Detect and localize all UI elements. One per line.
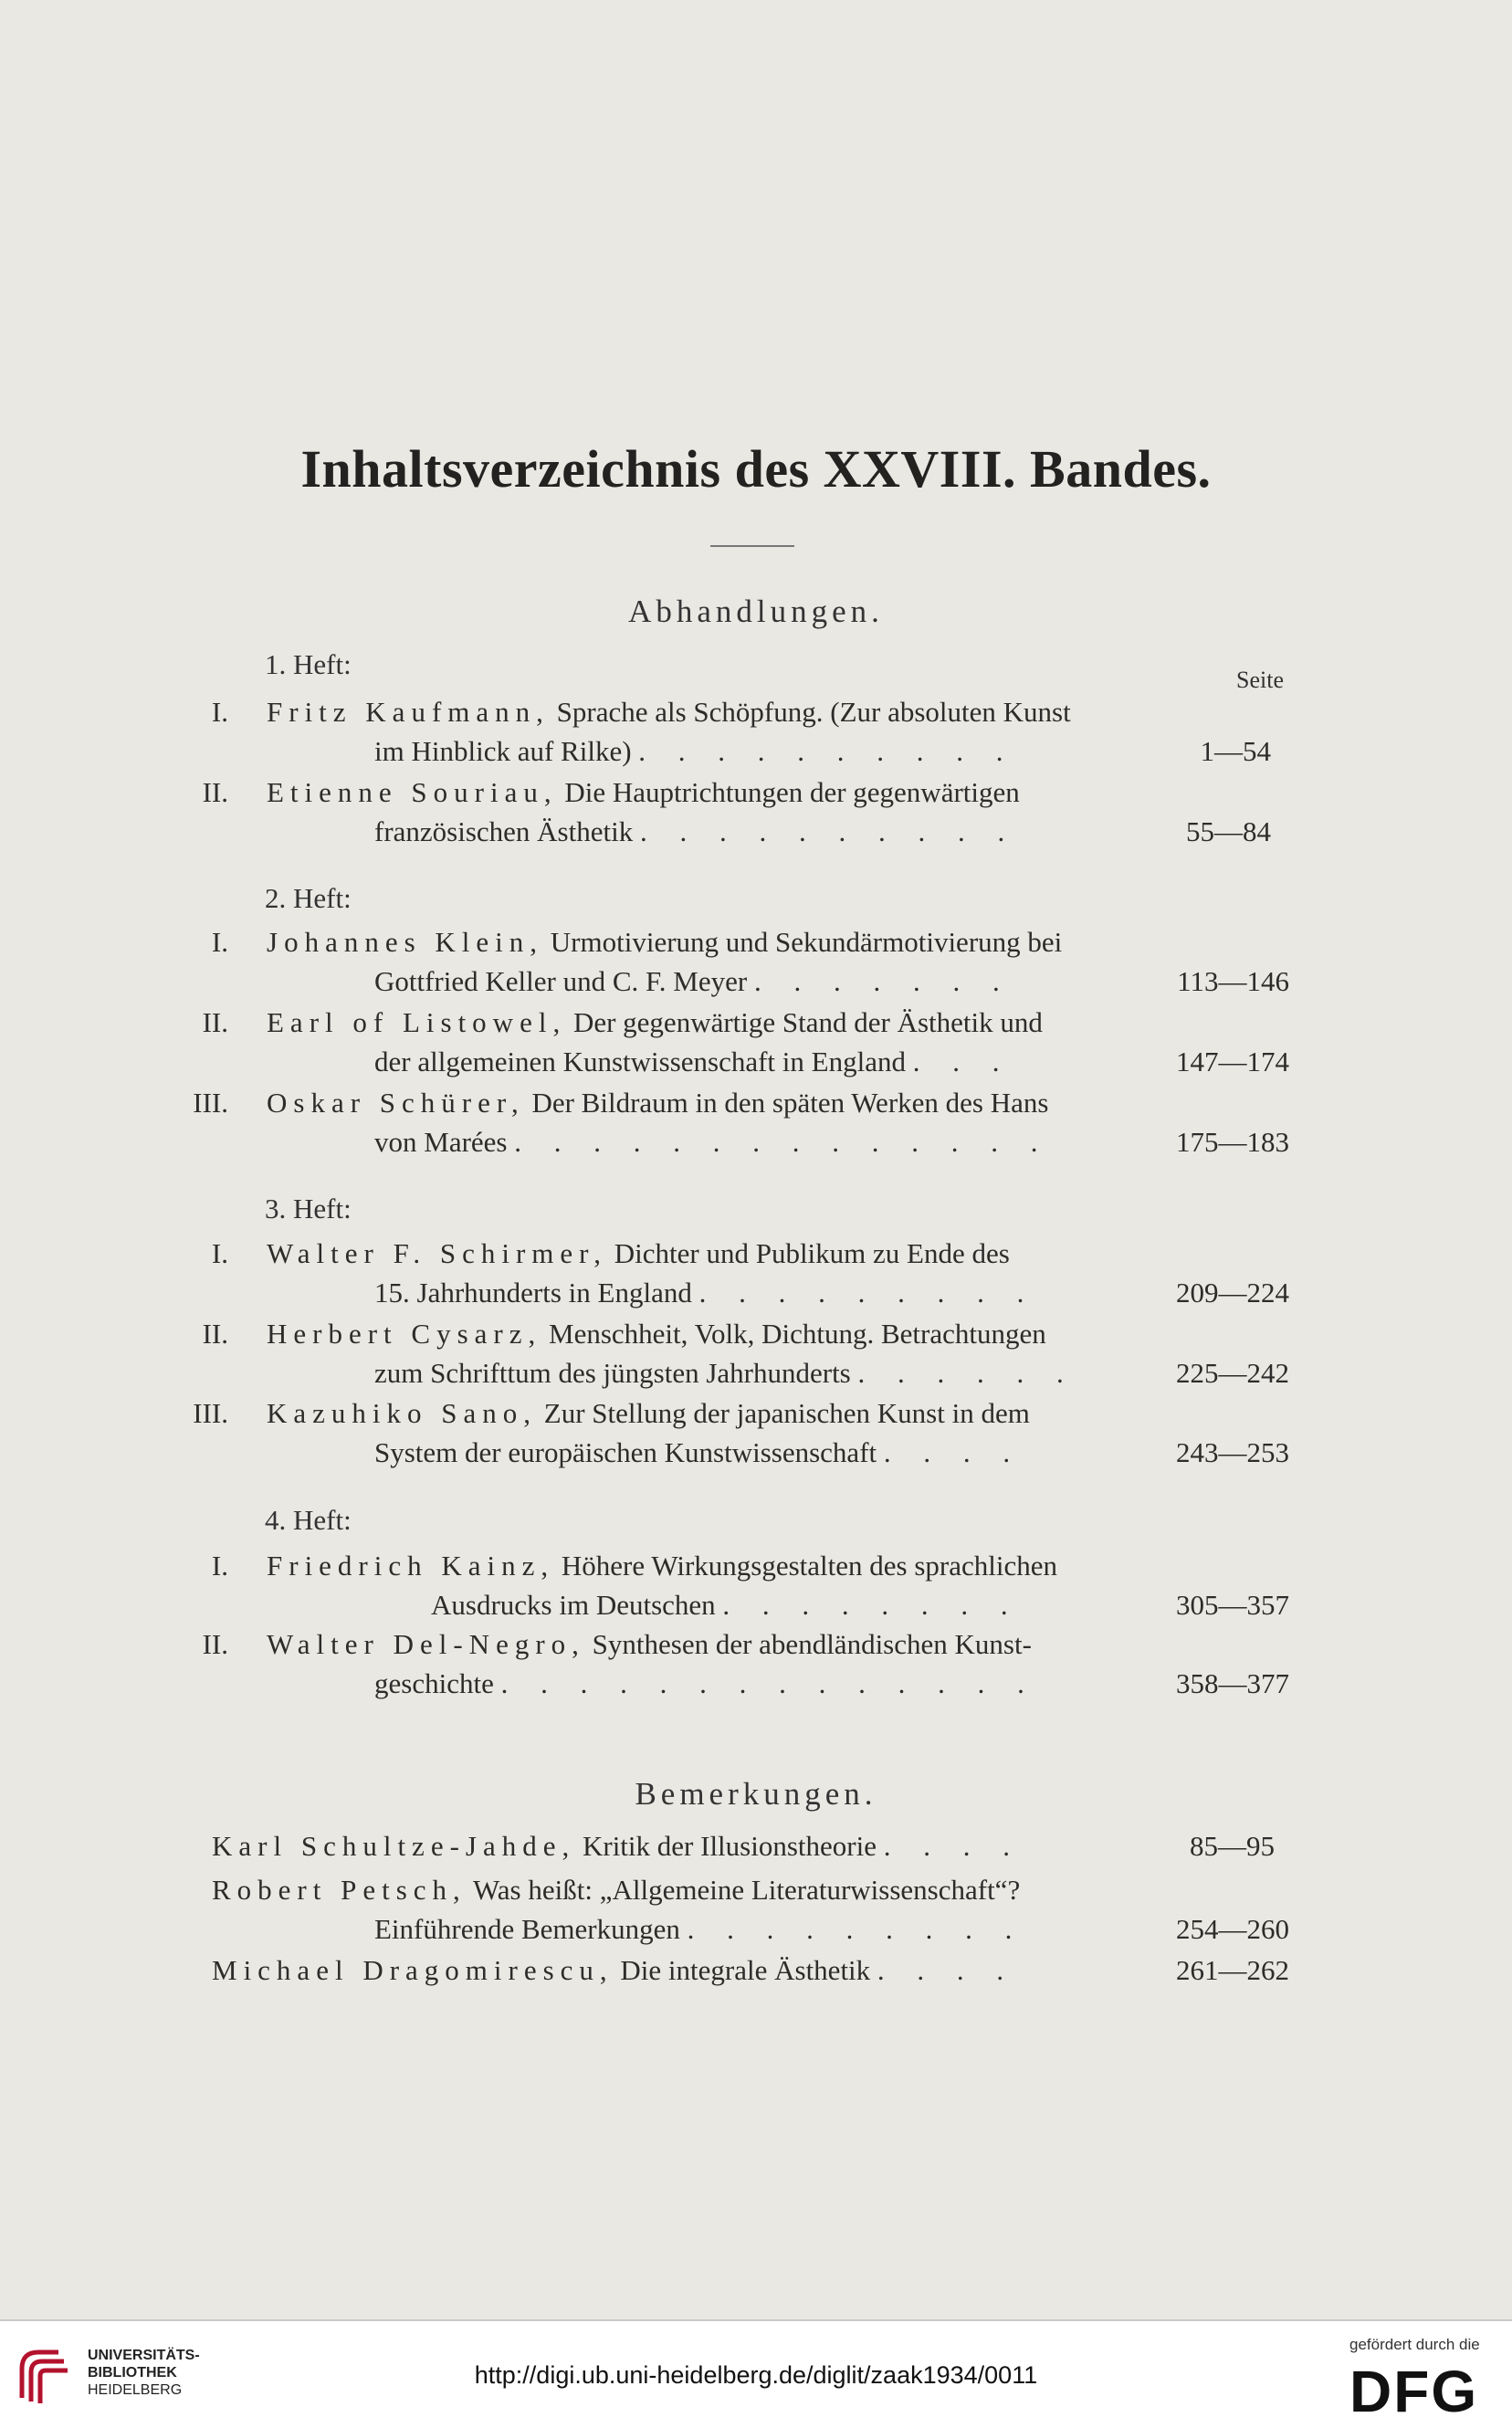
entry-pages: 305—357 bbox=[1176, 1589, 1289, 1621]
remark-title-line1: Die integrale Ästhetik bbox=[620, 1954, 871, 1986]
entry-title-line1: Urmotivierung und Sekundärmotivierung bei bbox=[550, 926, 1063, 958]
entry-title-line2: Ausdrucks im Deutschen bbox=[431, 1589, 716, 1621]
remark-pages: 261—262 bbox=[1176, 1954, 1289, 1986]
seite-label: Seite bbox=[1236, 667, 1284, 693]
entry-pages: 175—183 bbox=[1176, 1126, 1289, 1158]
entry-title-line1: Der gegenwärtige Stand der Ästhetik und bbox=[572, 1006, 1043, 1038]
entry-roman: II. bbox=[202, 1006, 228, 1038]
library-name-line2: BIBLIOTHEK bbox=[88, 2365, 177, 2381]
entry-pages: 1—54 bbox=[1200, 735, 1271, 767]
heft-label: 2. Heft: bbox=[265, 882, 352, 914]
entry-author: Walter F. Schirmer, bbox=[267, 1237, 607, 1269]
entry-author: Johannes Klein, bbox=[267, 926, 544, 958]
entry-pages: 209—224 bbox=[1176, 1277, 1289, 1309]
entry-title-line2: von Marées bbox=[374, 1126, 508, 1158]
entry-pages: 243—253 bbox=[1176, 1436, 1289, 1468]
entry-author: Oskar Schürer, bbox=[267, 1087, 525, 1119]
remark-title-line2: Einführende Bemerkungen bbox=[374, 1913, 680, 1945]
document-url[interactable]: http://digi.ub.uni-heidelberg.de/diglit/zaak1934/0011 bbox=[474, 2361, 1038, 2389]
entry-author: Earl of Listowel, bbox=[267, 1006, 567, 1038]
entry-title-line2: System der europäischen Kunstwissenschaft bbox=[374, 1436, 877, 1468]
entry-title-line1: Menschheit, Volk, Dichtung. Betrachtungen bbox=[549, 1318, 1046, 1350]
page-title: Inhaltsverzeichnis des XXVIII. Bandes. bbox=[300, 439, 1212, 499]
entry-pages: 147—174 bbox=[1176, 1046, 1289, 1077]
library-name-line3: HEIDELBERG bbox=[88, 2382, 183, 2398]
remark-author: Karl Schultze-Jahde, bbox=[212, 1830, 576, 1862]
remark-author: Robert Petsch, bbox=[212, 1874, 467, 1906]
title-rule bbox=[710, 545, 794, 547]
entry-author: Kazuhiko Sano, bbox=[267, 1397, 538, 1429]
entry-title-line1: Höhere Wirkungsgestalten des sprachlichen bbox=[561, 1550, 1057, 1582]
entry-roman: I. bbox=[211, 1237, 228, 1269]
entry-pages: 113—146 bbox=[1177, 965, 1289, 997]
entry-roman: II. bbox=[202, 1628, 228, 1660]
entry-title-line1: Zur Stellung der japanischen Kunst in dem bbox=[543, 1397, 1030, 1429]
section-heading-bemerkungen: Bemerkungen. bbox=[635, 1776, 877, 1812]
entry-title-line2: geschichte bbox=[374, 1667, 494, 1699]
entry-title-line1: Der Bildraum in den späten Werken des Hans bbox=[531, 1087, 1049, 1119]
funder-logo: DFG bbox=[1349, 2359, 1479, 2424]
entry-pages: 358—377 bbox=[1176, 1667, 1289, 1699]
entry-pages: 55—84 bbox=[1186, 815, 1271, 847]
entry-roman: III. bbox=[193, 1397, 228, 1429]
entry-title-line2: 15. Jahrhunderts in England bbox=[374, 1277, 692, 1309]
footer-bar bbox=[0, 2319, 1512, 2428]
entry-roman: I. bbox=[211, 926, 228, 958]
entry-title-line2: Gottfried Keller und C. F. Meyer bbox=[374, 965, 748, 997]
heft-label: 4. Heft: bbox=[265, 1504, 352, 1536]
remark-pages: 254—260 bbox=[1176, 1913, 1289, 1945]
entry-author: Fritz Kaufmann, bbox=[267, 696, 550, 728]
entry-roman: II. bbox=[202, 1318, 228, 1350]
heft-label: 3. Heft: bbox=[265, 1193, 352, 1225]
entry-title-line1: Dichter und Publikum zu Ende des bbox=[614, 1237, 1010, 1269]
library-name-line1: UNIVERSITÄTS- bbox=[88, 2348, 200, 2363]
entry-author: Walter Del-Negro, bbox=[267, 1628, 585, 1660]
entry-author: Etienne Souriau, bbox=[267, 776, 558, 808]
entry-roman: I. bbox=[211, 1550, 228, 1582]
entry-author: Friedrich Kainz, bbox=[267, 1550, 555, 1582]
entry-title-line2: der allgemeinen Kunstwissenschaft in England bbox=[374, 1046, 906, 1077]
entry-title-line2: französischen Ästhetik bbox=[374, 815, 634, 847]
entry-title-line1: Die Hauptrichtungen der gegenwärtigen bbox=[564, 776, 1020, 808]
remark-author: Michael Dragomirescu, bbox=[212, 1954, 614, 1986]
entry-title-line1: Synthesen der abendländischen Kunst- bbox=[592, 1628, 1032, 1660]
heft-label: 1. Heft: bbox=[265, 648, 352, 680]
entry-roman: II. bbox=[202, 776, 228, 808]
entry-author: Herbert Cysarz, bbox=[267, 1318, 542, 1350]
remark-pages: 85—95 bbox=[1190, 1830, 1275, 1862]
entry-title-line2: zum Schrifttum des jüngsten Jahrhunderts bbox=[374, 1357, 851, 1389]
entry-title-line2: im Hinblick auf Rilke) bbox=[374, 735, 632, 767]
entry-pages: 225—242 bbox=[1176, 1357, 1289, 1389]
entry-title-line1: Sprache als Schöpfung. (Zur absoluten Kunst bbox=[556, 696, 1071, 728]
funding-note: gefördert durch die bbox=[1349, 2336, 1480, 2353]
entry-roman: I. bbox=[211, 696, 228, 728]
entry-roman: III. bbox=[193, 1087, 228, 1119]
scanned-page: Inhaltsverzeichnis des XXVIII. Bandes. Abhandlungen. Seite 1. Heft: I. Fritz Kaufmann, Sprache als Schöpfung. (Zur absoluten Kunst im Hinblick auf Rilke) . . . . . . . . . . 1—54 II. Etienne Souriau, Die Hauptrichtungen der gegenwärtigen französischen Ästhetik . . . . . . . . . . 55—84 2. Heft: I. Johannes Klein, Urmotivierung und Sekundärmotivierung bei Gottfried Keller und C. F. Meyer . . . . . . . 113—146 II. Earl of Listowel, Der gegenwärtige Stand der Ästhetik und der allgemeinen Kunstwissenschaft in England . . . 147—174 III. Oskar Schürer, Der Bildraum in den späten Werken des Hans von Marées . . . . . . . . . . . . . . 175—183 3. Heft: I. Walter F. Schirmer, Dichter und Publikum zu Ende des 15. Jahrhunderts in England . . . . . . . . . 209—224 II. Herbert Cysarz, Menschheit, Volk, Dichtung. Betrachtungen zum Schrifttum des jüngsten Jahrhunderts . . . . . . 225—242 III. Kazuhiko Sano, Zur Stellung der japanischen Kunst in dem System der europäischen Kunstwissenschaft . . . . 243—253 4. Heft: I. Friedrich Kainz, Höhere Wirkungsgestalten des sprachlichen Ausdrucks im Deutschen . . . . . . . . 305—357 II. Walter Del-Negro, Synthesen der abendländischen Kunst- geschichte . . . . . . . . . . . . . . 358—377 Bemerkungen. Karl Schultze-Jahde, Kritik der Illusionstheorie . . . . 85—95 Robert Petsch, Was heißt: „Allgemeine Literaturwissenschaft“? Einführende Bemerkungen . . . . . . . . . 254—260 Michael Dragomirescu, Die integrale Ästhetik . . . . 261—262 bbox=[0, 0, 1512, 2319]
remark-title-line1: Kritik der Illusionstheorie bbox=[582, 1830, 877, 1862]
remark-title-line1: Was heißt: „Allgemeine Literaturwissenschaft“? bbox=[473, 1874, 1021, 1906]
section-heading-abhandlungen: Abhandlungen. bbox=[628, 594, 884, 629]
